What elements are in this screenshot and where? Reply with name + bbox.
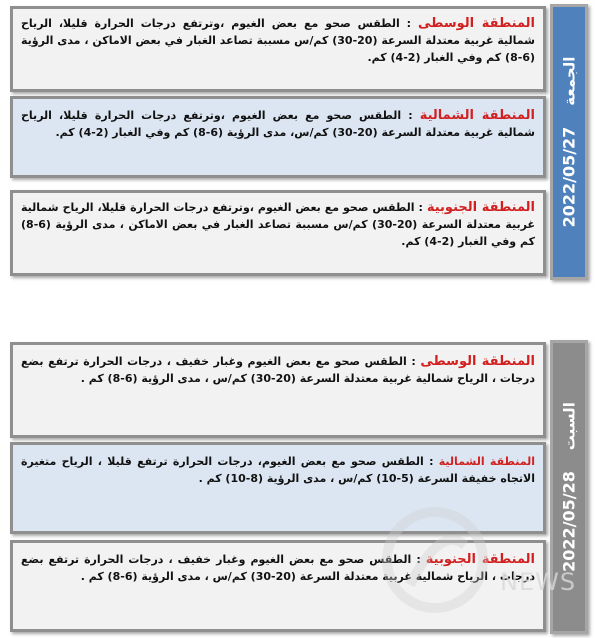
region-title: المنطقة الشمالية bbox=[438, 455, 535, 468]
day1-north-box: المنطقة الشمالية : الطقس صحو مع بعض الغيوم ،وترتفع درجات الحرارة قليلا، الرياح شمالية غربية معتدلة السرعة (20-30) كم/س، مدى الرؤية (6-8) كم وفي الغبار (2-4) كم. bbox=[10, 96, 546, 178]
day-name: الجمعة bbox=[560, 56, 579, 106]
forecast-text: الطقس صحو مع بعض الغيوم، درجات الحرارة ترتفع قليلا ، الرياح متغيرة الاتجاه خفيفة السرعة (5-10) كم/س ، مدى الرؤية (8-10) كم . bbox=[21, 455, 535, 485]
day1-central-box: المنطقة الوسطى : الطقس صحو مع بعض الغيوم ،وترتفع درجات الحرارة قليلا، الرياح شمالية غربية معتدلة السرعة (20-30) كم/س مسببة تصاعد الغبار في بعض الاماكن ، مدى الرؤية (6-8) كم وفي الغبار (2-4) كم. bbox=[10, 6, 546, 92]
day1-date-label bbox=[560, 57, 579, 228]
region-title: المنطقة الجنوبية bbox=[426, 200, 535, 215]
forecast-text: الطقس صحو مع بعض الغيوم وغبار خفيف ، درجات الحرارة ترتفع بضع درجات ، الرياح شمالية غربية معتدلة السرعة (20-30) كم/س ، مدى الرؤية (6-8) كم . bbox=[21, 355, 535, 385]
date-value: 2022/05/27 bbox=[559, 126, 579, 228]
watermark-text: NEWS bbox=[500, 568, 577, 596]
day2-central-box: المنطقة الوسطى : الطقس صحو مع بعض الغيوم وغبار خفيف ، درجات الحرارة ترتفع بضع درجات ، الرياح شمالية غربية معتدلة السرعة (20-30) كم/س ، مدى الرؤية (6-8) كم . bbox=[10, 342, 546, 438]
day2-north-box: المنطقة الشمالية : الطقس صحو مع بعض الغيوم، درجات الحرارة ترتفع قليلا ، الرياح متغيرة الاتجاه خفيفة السرعة (5-10) كم/س ، مدى الرؤية (8-10) كم . bbox=[10, 442, 546, 534]
region-title: المنطقة الشمالية bbox=[419, 108, 535, 123]
region-title: المنطقة الجنوبية bbox=[425, 552, 535, 567]
forecast-text: الطقس صحو مع بعض الغيوم وغبار خفيف ، درجات الحرارة ترتفع بضع درجات ، الرياح شمالية غربية معتدلة السرعة (20-30) كم/س ، مدى الرؤية (6-8) كم . bbox=[21, 553, 535, 583]
day2-south-box: المنطقة الجنوبية : الطقس صحو مع بعض الغيوم وغبار خفيف ، درجات الحرارة ترتفع بضع درجات ، الرياح شمالية غربية معتدلة السرعة (20-30) كم/س ، مدى الرؤية (6-8) كم . bbox=[10, 540, 546, 632]
day-name: السبت bbox=[560, 402, 579, 451]
day1-date-bar bbox=[550, 4, 588, 280]
forecast-text: الطقس صحو مع بعض الغيوم ،وترتفع درجات الحرارة قليلا، الرياح شمالية غربية معتدلة السرعة (20-30) كم/س، مدى الرؤية (6-8) كم وفي الغبار (2-4) كم. bbox=[21, 109, 535, 139]
date-value: 2022/05/28 bbox=[559, 471, 579, 572]
day2-date-label bbox=[560, 402, 579, 572]
region-title: المنطقة الوسطى bbox=[418, 16, 535, 31]
forecast-text: الطقس صحو مع بعض الغيوم ،وترتفع درجات الحرارة قليلا، الرياح شمالية غربية معتدلة السرعة (20-30) كم/س مسببة تصاعد الغبار في بعض الاماكن ، مدى الرؤية (6-8) كم وفي الغبار (2-4) كم. bbox=[21, 201, 535, 248]
region-title: المنطقة الوسطى bbox=[420, 354, 535, 369]
day1-south-box: المنطقة الجنوبية : الطقس صحو مع بعض الغيوم ،وترتفع درجات الحرارة قليلا، الرياح شمالية غربية معتدلة السرعة (20-30) كم/س مسببة تصاعد الغبار في بعض الاماكن ، مدى الرؤية (6-8) كم وفي الغبار (2-4) كم. bbox=[10, 190, 546, 276]
forecast-text: الطقس صحو مع بعض الغيوم ،وترتفع درجات الحرارة قليلا، الرياح شمالية غربية معتدلة السرعة (20-30) كم/س مسببة تصاعد الغبار في بعض الاماكن ، مدى الرؤية (6-8) كم وفي الغبار (2-4) كم. bbox=[21, 17, 535, 64]
